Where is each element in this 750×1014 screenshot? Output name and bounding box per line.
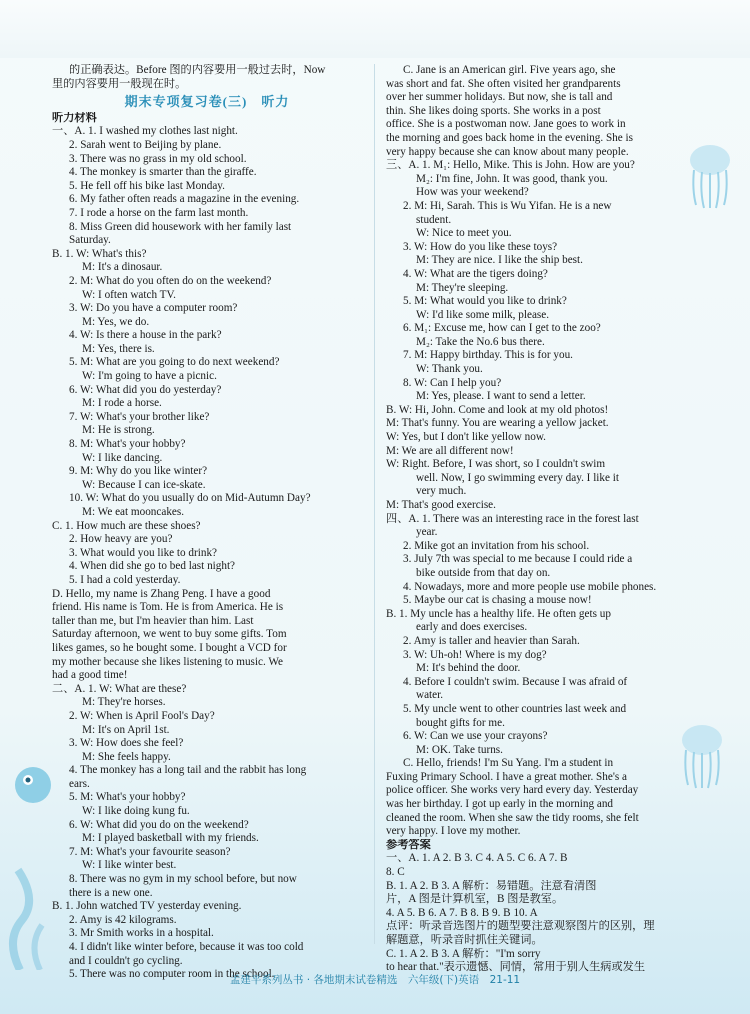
text-line: 片，A 图是计算机室，B 图是教室。: [386, 893, 564, 906]
text-line: M: We eat mooncakes.: [82, 506, 185, 518]
text-line: M: Yes, there is.: [82, 342, 155, 355]
text-line: 2. W: When is April Fool's Day?: [69, 709, 215, 722]
text-line: bike outside from that day on.: [416, 566, 551, 579]
text-line: W: Yes, but I don't like yellow now.: [386, 431, 546, 444]
text-line: M₂: I'm fine, John. It was good, thank you.: [416, 172, 608, 185]
text-line: Saturday.: [69, 234, 111, 247]
text-line: M: OK. Take turns.: [416, 743, 503, 756]
right-item-list: [386, 64, 692, 839]
text-line: W: I like winter best.: [82, 859, 177, 872]
subtitle: 听力材料: [52, 111, 97, 124]
text-line: 点评：听录音选图片的题型要注意观察图片的区别，理: [386, 920, 655, 933]
page-footer: 孟建平系列丛书 · 各地期末试卷精选 六年级(下)英语 21-11: [229, 974, 521, 986]
text-line: W: Thank you.: [416, 363, 483, 376]
text-line: water.: [416, 689, 444, 702]
text-line: police officer. She works very hard every day. Yesterday: [386, 784, 639, 797]
text-line: 5. M: What are you going to do next weekend?: [69, 356, 280, 369]
text-line: W: I like dancing.: [82, 451, 163, 464]
text-line: my mother because she likes listening to music. We: [52, 655, 283, 668]
text-line: the morning and goes back home in the evening. She is: [386, 131, 634, 144]
text-line: 2. M: What do you often do on the weekend?: [69, 274, 272, 287]
text-line: 5. Maybe our cat is chasing a mouse now!: [403, 594, 592, 607]
text-line: 6. M₁: Excuse me, how can I get to the zoo?: [403, 322, 601, 335]
text-line: 2. M: Hi, Sarah. This is Wu Yifan. He is a new: [403, 199, 612, 212]
right-column: [386, 64, 692, 975]
text-line: 4. The monkey is smarter than the giraffe.: [69, 166, 257, 179]
text-line: 3. What would you like to drink?: [69, 546, 218, 559]
text-line: M: I rode a horse.: [82, 397, 162, 410]
text-line: early and does exercises.: [416, 621, 528, 634]
text-line: 3. W: Uh-oh! Where is my dog?: [403, 648, 547, 661]
text-line: 8. W: Can I help you?: [403, 376, 502, 389]
left-column: [52, 64, 362, 982]
text-line: 10. W: What do you usually do on Mid-Autumn Day?: [69, 492, 311, 505]
text-line: student.: [416, 213, 452, 226]
text-line: ears.: [69, 777, 90, 790]
text-line: 8. M: What's your hobby?: [69, 438, 186, 451]
intro-line: 里的内容要用一般现在时。: [52, 77, 187, 90]
text-line: 3. Mr Smith works in a hospital.: [69, 927, 214, 940]
text-line: 3. W: Do you have a computer room?: [69, 302, 238, 315]
text-line: 6. W: What did you do on the weekend?: [69, 818, 249, 831]
text-line: W: I like doing kung fu.: [82, 805, 190, 818]
text-line: Saturday afternoon, we went to buy some gifts. Tom: [52, 628, 287, 641]
text-line: had a good time!: [52, 669, 128, 682]
section-title: 期末专项复习卷(三) 听力: [124, 94, 290, 110]
text-line: M: I played basketball with my friends.: [82, 832, 259, 845]
text-line: was short and fat. She often visited her grandparents: [386, 77, 621, 90]
text-line: 3. W: How do you like these toys?: [403, 240, 558, 253]
column-divider: [374, 64, 375, 944]
text-line: 一、A. 1. A 2. B 3. C 4. A 5. C 6. A 7. B: [386, 852, 568, 865]
text-line: 7. M: Happy birthday. This is for you.: [403, 349, 573, 362]
text-line: 5. I had a cold yesterday.: [69, 573, 181, 586]
text-line: W: I often watch TV.: [82, 288, 176, 301]
text-line: M: That's good exercise.: [386, 499, 496, 511]
text-line: M: He is strong.: [82, 424, 155, 437]
text-line: 7. W: What's your brother like?: [69, 410, 210, 423]
text-line: year.: [416, 526, 438, 539]
text-line: 一、A. 1. I washed my clothes last night.: [52, 125, 238, 138]
text-line: Fuxing Primary School. I have a great mother. She's a: [386, 770, 627, 783]
text-line: How was your weekend?: [416, 186, 529, 199]
text-line: B. 1. W: What's this?: [52, 247, 147, 260]
answer-list: [386, 852, 692, 974]
text-line: bought gifts for me.: [416, 716, 505, 729]
text-line: 4. A 5. B 6. A 7. B 8. B 9. B 10. A: [386, 906, 538, 919]
text-line: 5. M: What would you like to drink?: [403, 295, 567, 308]
text-line: very happy. I love my mother.: [386, 825, 521, 838]
text-line: M: That's funny. You are wearing a yellow jacket.: [386, 417, 609, 430]
text-line: was her birthday. I got up early in the morning and: [386, 798, 614, 811]
text-line: 7. M: What's your favourite season?: [69, 845, 231, 858]
text-line: 2. Amy is taller and heavier than Sarah.: [403, 634, 580, 647]
text-line: 4. I didn't like winter before, because it was too cold: [69, 941, 304, 953]
text-line: 7. I rode a horse on the farm last month.: [69, 206, 249, 219]
text-line: well. Now, I go swimming every day. I like it: [416, 471, 619, 484]
text-line: 4. Nowadays, more and more people use mobile phones.: [403, 580, 657, 593]
text-line: 4. W: Is there a house in the park?: [69, 329, 222, 342]
text-line: 2. Sarah went to Beijing by plane.: [69, 138, 222, 151]
text-line: 二、A. 1. W: What are these?: [52, 682, 187, 695]
text-line: B. 1. John watched TV yesterday evening.: [52, 900, 242, 913]
text-line: W: Because I can ice-skate.: [82, 478, 206, 491]
text-line: there is a new one.: [69, 886, 153, 899]
text-line: 2. Mike got an invitation from his school.: [403, 539, 590, 552]
text-line: 3. W: How does she feel?: [69, 737, 184, 750]
text-line: 6. My father often reads a magazine in the evening.: [69, 193, 300, 206]
text-line: 5. He fell off his bike last Monday.: [69, 179, 225, 192]
text-line: 解题意，听录音时抓住关键词。: [386, 934, 543, 946]
text-line: M: It's behind the door.: [416, 662, 521, 675]
text-line: 四、A. 1. There was an interesting race in the forest last: [386, 512, 639, 525]
text-line: cleaned the room. When she saw the tidy rooms, she felt: [386, 811, 639, 824]
text-line: M: They're horses.: [82, 696, 166, 709]
text-line: 3. There was no grass in my old school.: [69, 152, 247, 165]
text-line: M: It's a dinosaur.: [82, 261, 163, 274]
intro-line: 的正确表达。Before 图的内容要用一般过去时，Now: [69, 64, 326, 76]
text-line: 3. July 7th was special to me because I could ride a: [403, 553, 633, 566]
text-line: very happy because she can know about many people.: [386, 145, 629, 158]
text-line: 4. W: What are the tigers doing?: [403, 267, 548, 280]
text-line: W: Nice to meet you.: [416, 227, 512, 240]
text-line: 4. Before I couldn't swim. Because I was afraid of: [403, 675, 628, 688]
text-line: W: Right. Before, I was short, so I couldn't swim: [386, 458, 606, 471]
text-line: C. 1. A 2. B 3. A 解析："I'm sorry: [386, 947, 541, 960]
text-line: 8. There was no gym in my school before, but now: [69, 873, 297, 886]
left-item-list: [52, 125, 362, 981]
fish-illustration: [8, 760, 58, 810]
text-line: B. W: Hi, John. Come and look at my old photos!: [386, 403, 609, 416]
text-line: C. 1. How much are these shoes?: [52, 519, 201, 532]
text-line: M: They're sleeping.: [416, 281, 509, 294]
text-line: 8. Miss Green did housework with her family last: [69, 220, 292, 233]
text-line: 8. C: [386, 866, 405, 879]
text-line: thin. She likes doing sports. She works in a post: [386, 104, 601, 117]
text-line: 6. W: Can we use your crayons?: [403, 730, 548, 743]
text-line: over her summer holidays. But now, she is tall and: [386, 91, 613, 104]
text-line: M: It's on April 1st.: [82, 723, 170, 736]
text-line: C. Jane is an American girl. Five years ago, she: [403, 64, 616, 76]
text-line: 5. There was no computer room in the school.: [69, 968, 275, 981]
seaweed-illustration: [0, 860, 60, 970]
text-line: W: I'm going to have a picnic.: [82, 370, 217, 383]
text-line: 2. Amy is 42 kilograms.: [69, 913, 177, 926]
text-line: friend. His name is Tom. He is from America. He is: [52, 601, 284, 614]
text-line: 4. The monkey has a long tail and the rabbit has long: [69, 764, 307, 777]
text-line: B. 1. A 2. B 3. A 解析：易错题。注意看清图: [386, 879, 597, 892]
text-line: 2. How heavy are you?: [69, 533, 173, 546]
text-line: M: Yes, we do.: [82, 315, 150, 328]
text-line: to hear that."表示遗憾、同情，常用于别人生病或发生: [386, 961, 646, 974]
text-line: W: I'd like some milk, please.: [416, 308, 550, 321]
text-line: M: We are all different now!: [386, 444, 514, 457]
text-line: very much.: [416, 485, 467, 498]
text-line: C. Hello, friends! I'm Su Yang. I'm a student in: [403, 757, 614, 770]
text-line: 6. W: What did you do yesterday?: [69, 383, 222, 396]
text-line: 三、A. 1. M₁: Hello, Mike. This is John. How are you?: [386, 159, 635, 172]
text-line: taller than me, but I'm heavier than him. Last: [52, 614, 254, 627]
text-line: D. Hello, my name is Zhang Peng. I have a good: [52, 587, 271, 600]
text-line: likes games, so he bought some. I bought a VCD for: [52, 641, 287, 654]
text-line: M: She feels happy.: [82, 750, 171, 763]
text-line: 5. M: What's your hobby?: [69, 791, 186, 804]
text-line: 9. M: Why do you like winter?: [69, 465, 208, 478]
answers-title: 参考答案: [386, 838, 431, 851]
text-line: 5. My uncle went to other countries last week and: [403, 702, 627, 715]
text-line: B. 1. My uncle has a healthy life. He often gets up: [386, 607, 611, 620]
text-line: and I couldn't go cycling.: [69, 954, 183, 967]
text-line: M₂: Take the No.6 bus there.: [416, 335, 545, 348]
text-line: M: Yes, please. I want to send a letter.: [416, 390, 586, 403]
text-line: office. She is a postwoman now. Jane goes to work in: [386, 118, 626, 131]
text-line: M: They are nice. I like the ship best.: [416, 254, 583, 267]
text-line: 4. When did she go to bed last night?: [69, 560, 236, 573]
top-band: [0, 0, 750, 58]
